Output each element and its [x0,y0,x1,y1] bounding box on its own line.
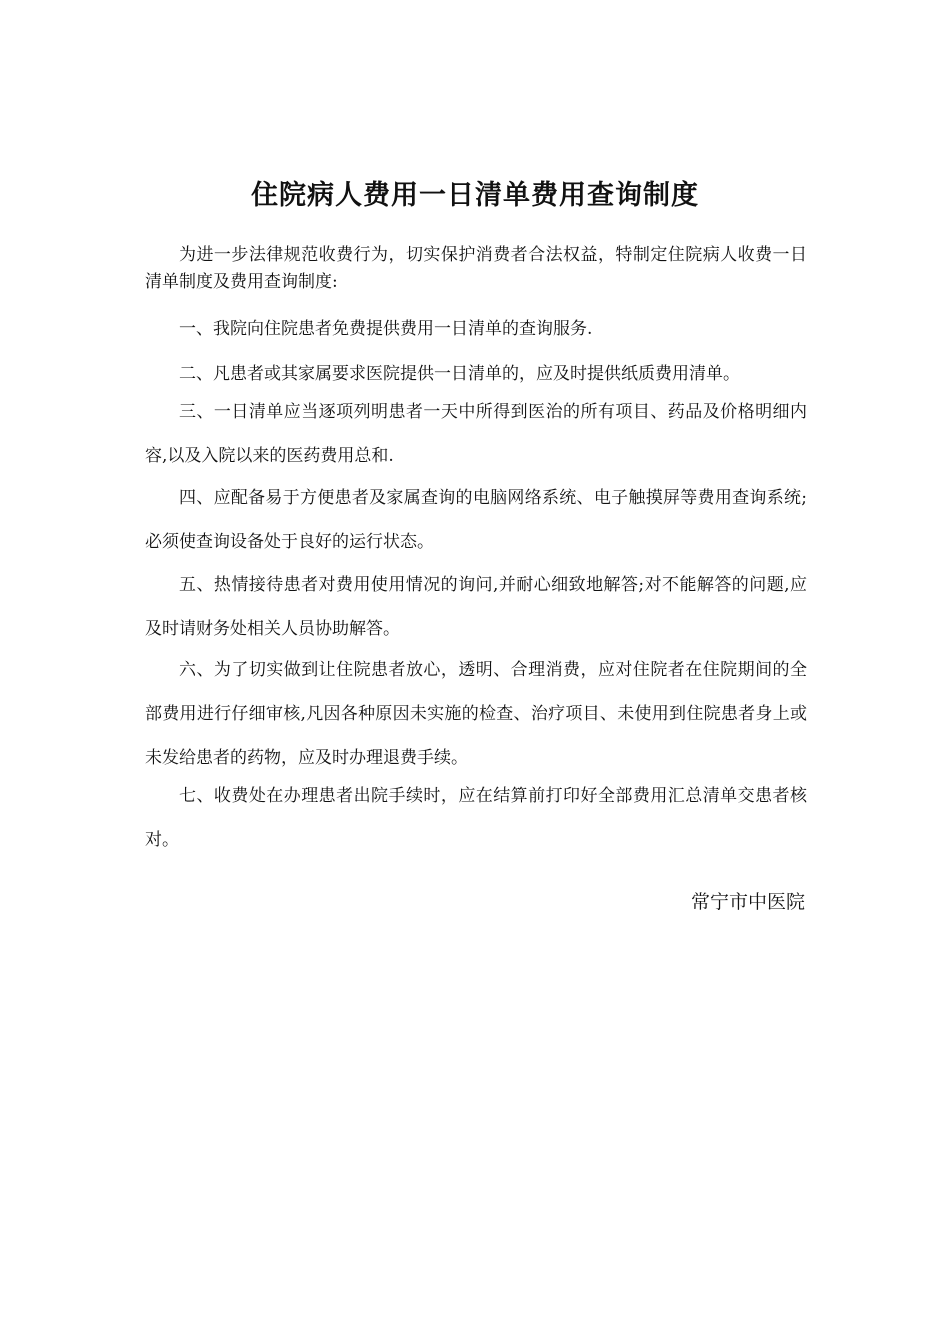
policy-item-2: 二、凡患者或其家属要求医院提供一日清单的，应及时提供纸质费用清单。 [179,364,740,384]
intro-paragraph: 为进一步法律规范收费行为，切实保护消费者合法权益，特制定住院病人收费一日清单制度及费用查询制度: [145,245,807,292]
policy-item-1: 一、我院向住院患者免费提供费用一日清单的查询服务. [179,319,593,339]
document-title: 住院病人费用一日清单费用查询制度 [251,180,699,211]
policy-item-5: 五、热情接待患者对费用使用情况的询问,并耐心细致地解答;对不能解答的问题,应及时请财务处相关人员协助解答。 [145,575,807,639]
signature: 常宁市中医院 [690,891,805,913]
policy-item-7: 七、收费处在办理患者出院手续时，应在结算前打印好全部费用汇总清单交患者核对。 [145,786,807,850]
policy-item-6: 六、为了切实做到让住院患者放心，透明、合理消费，应对住院者在住院期间的全部费用进行仔细审核,凡因各种原因未实施的检查、治疗项目、未使用到住院患者身上或未发给患者的药物，应及时办理退费手续。 [145,660,807,768]
policy-item-4: 四、应配备易于方便患者及家属查询的电脑网络系统、电子触摸屏等费用查询系统;必须使查询设备处于良好的运行状态。 [145,488,807,552]
policy-item-3: 三、一日清单应当逐项列明患者一天中所得到医治的所有项目、药品及价格明细内容,以及入院以来的医药费用总和. [145,402,807,466]
